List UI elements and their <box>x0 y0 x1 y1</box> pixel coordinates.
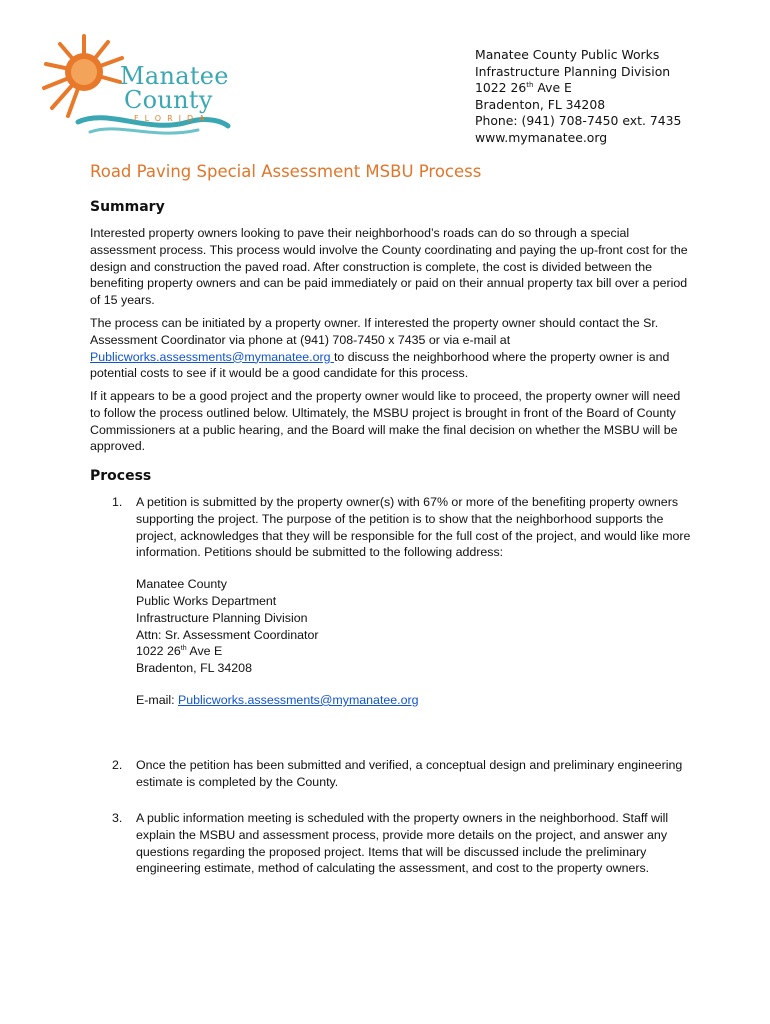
petition-email-link[interactable]: Publicworks.assessments@mymanatee.org <box>178 692 419 707</box>
summary-paragraph-2: The process can be initiated by a property owner. If interested the property owner should contact the Sr. Assessment Coordinator via phone at (941) 708-7450 x 7435 or via e-mail at Publicworks.assessments@mymanatee.org to discuss the neighborhood where the property owner is and potential costs to see if it would be a good candidate for this process. <box>90 316 670 381</box>
header-org: Manatee County Public Works <box>475 47 660 62</box>
summary-paragraph-1: Interested property owners looking to pave their neighborhood’s roads can do so through a special assessment process. This process would involve the County coordinating and paying the up-front cost for the design and construction the paved road. After construction is complete, the cost is divided between the benefiting property owners and can be paid immediately or paid on their annual property tax bill over a period of 15 years. <box>90 226 688 308</box>
summary-heading: Summary <box>90 199 165 215</box>
petition-address: Manatee County Public Works Department Infrastructure Planning Division Attn: Sr. Assessment Coordinator 1022 26th Ave E Bradenton, FL 34208 <box>136 577 319 676</box>
process-heading: Process <box>90 468 152 484</box>
logo-text-manatee: Manatee <box>120 62 229 90</box>
step-number: 3. <box>112 811 123 825</box>
step-number: 2. <box>112 758 123 772</box>
header-phone: Phone: (941) 708-7450 ext. 7435 <box>475 113 682 128</box>
logo-text-florida: FLORIDA <box>134 114 211 123</box>
assessments-email-link[interactable]: Publicworks.assessments@mymanatee.org <box>90 349 334 364</box>
header-address <box>475 47 681 146</box>
header-website: www.mymanatee.org <box>475 129 608 145</box>
logo-text-county: County <box>124 86 213 114</box>
step-text: A public information meeting is scheduled with the property owners in the neighborhood. Staff will explain the MSBU and assessment process, provide more details on the project, and answer any questions regarding the proposed project. Items that will be discussed include the preliminary engineering estimate, method of calculating the assessment, and cost to the property owners. <box>136 811 669 876</box>
process-step-3 <box>112 810 692 877</box>
process-step-1 <box>112 494 692 709</box>
manatee-county-logo <box>38 30 238 140</box>
header-street: 1022 26th Ave E <box>475 80 572 95</box>
step-text: Once the petition has been submitted and verified, a conceptual design and preliminary engineering estimate is completed by the County. <box>136 758 683 789</box>
header-division: Infrastructure Planning Division <box>475 63 671 79</box>
process-step-2 <box>112 757 692 791</box>
summary-paragraph-3: If it appears to be a good project and the property owner would like to proceed, the property owner will need to follow the process outlined below. Ultimately, the MSBU project is brought in front of the Board of County Commissioners at a public hearing, and the Board will make the final decision on whether the MSBU will be approved. <box>90 389 681 454</box>
header-city: Bradenton, FL 34208 <box>475 96 606 112</box>
step-text: A petition is submitted by the property owner(s) with 67% or more of the benefiting property owners supporting the project. The purpose of the petition is to show that the neighborhood supports the project, acknowledges that they will be responsible for the full cost of the project, and would like more information. Petitions should be submitted to the following address: <box>136 495 691 560</box>
page-title: Road Paving Special Assessment MSBU Process <box>90 162 482 181</box>
petition-email: E-mail: Publicworks.assessments@mymanatee.org <box>136 692 419 707</box>
step-number: 1. <box>112 495 123 509</box>
